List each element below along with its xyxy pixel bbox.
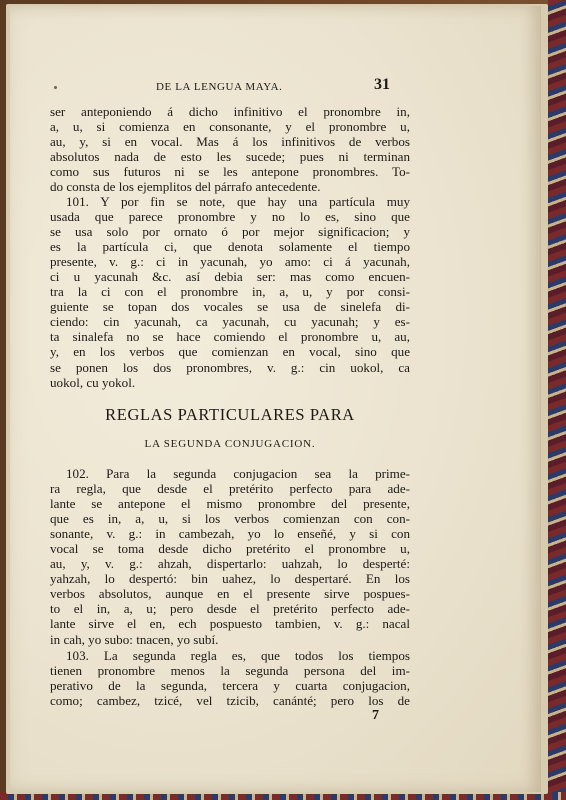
text-line: perativo de la segunda, tercera y cuarta conjugacion, (50, 678, 410, 694)
running-head: DE LA LENGUA MAYA. (156, 81, 283, 93)
paragraph-continuation (50, 104, 410, 194)
text-line: 101. Y por fin se note, que hay una partícula muy (66, 194, 410, 209)
text-line: lante sirve el en, ech pospuesto tambien, v. g.: nacal (50, 616, 410, 632)
text-line: es la partícula ci, que denota solamente el tiempo (50, 239, 410, 255)
text-line: sonante, v. g.: in cambezah, yo lo enseñé, y si con (50, 526, 410, 542)
paragraph-102 (50, 466, 410, 647)
text-line: ci u yacunah &c. así debia ser: mas como encuen- (50, 269, 410, 285)
text-line: ciendo: cin yacunah, ca yacunah, cu yacunah; y es- (50, 314, 410, 330)
text-line: como; cambez, tzicé, vel tzicib, canánté; pero los de (50, 693, 410, 709)
text-line: in cah, yo subo: tnacen, yo subí. (50, 631, 219, 647)
page-number: 31 (374, 76, 390, 93)
page-stack (6, 4, 548, 794)
text-line: au, y, v. g.: ahzah, dispertarlo: uahzah, lo desperté: (50, 556, 410, 572)
signature-mark: 7 (372, 708, 379, 723)
text-line: presente, v. g.: ci in yacunah, yo amo: ci á yacunah, (50, 254, 410, 270)
text-line: 103. La segunda regla es, que todos los tiempos (66, 648, 410, 663)
marbled-edge (548, 0, 566, 800)
text-line: guiente se topan dos vocales se usa de sinelefa di- (50, 299, 410, 315)
text-line: a, u, si comienza en consonante, y el pronombre u, (50, 119, 410, 135)
page-header (50, 76, 410, 96)
text-line: como sus futuros ni se les antepone pronombres. To- (50, 164, 410, 180)
text-line: au, y, si en vocal. Mas á los infinitivos de verbos (50, 134, 410, 150)
text-line: ta sinalefa no se hace comiendo el pronombre u, au, (50, 329, 410, 345)
text-line: 102. Para la segunda conjugacion sea la prime- (66, 466, 410, 481)
paragraph-101 (50, 194, 410, 390)
text-line: y, en los verbos que comienzan en vocal, sino que (50, 344, 410, 360)
text-line: uokol, cu yokol. (50, 374, 136, 390)
text-line: absolutos nada de esto les sucede; pues ni terminan (50, 149, 410, 165)
section-heading: REGLAS PARTICULARES PARA (105, 405, 355, 424)
text-line: verbos absolutos, aunque en el presente sirve pospues- (50, 586, 410, 602)
text-line: se ponen los dos pronombres, v. g.: cin uokol, ca (50, 359, 410, 375)
ink-dot (54, 86, 57, 89)
text-line: tra la ci con el pronombre in, a, u, y por consi- (50, 284, 410, 300)
text-line: usada que parece pronombre y no lo es, sino que (50, 209, 410, 225)
text-line: to el in, a, u; pero desde el pretérito perfecto ade- (50, 601, 410, 617)
text-line: tienen pronombre menos la segunda persona del im- (50, 663, 410, 679)
text-line: que es in, a, u, si los verbos comienzan con con- (50, 511, 410, 527)
book-page (10, 6, 541, 792)
text-line: ra regla, que desde el pretérito perfecto para ade- (50, 481, 410, 497)
section-subheading: LA SEGUNDA CONJUGACION. (144, 438, 316, 450)
text-line: se usa solo por ornato ó por mejor significacion; y (50, 224, 410, 240)
text-line: yahzah, lo despertó: bin uahez, lo despertaré. En los (50, 571, 410, 587)
text-line: do consta de los ejemplitos del párrafo antecedente. (50, 179, 321, 195)
text-line: vocal se toma desde dicho pretérito el pronombre u, (50, 541, 410, 557)
text-line: lante se antepone el mismo pronombre del presente, (50, 496, 410, 512)
paragraph-103 (50, 648, 410, 708)
text-line: ser anteponiendo á dicho infinitivo el pronombre in, (50, 104, 410, 119)
